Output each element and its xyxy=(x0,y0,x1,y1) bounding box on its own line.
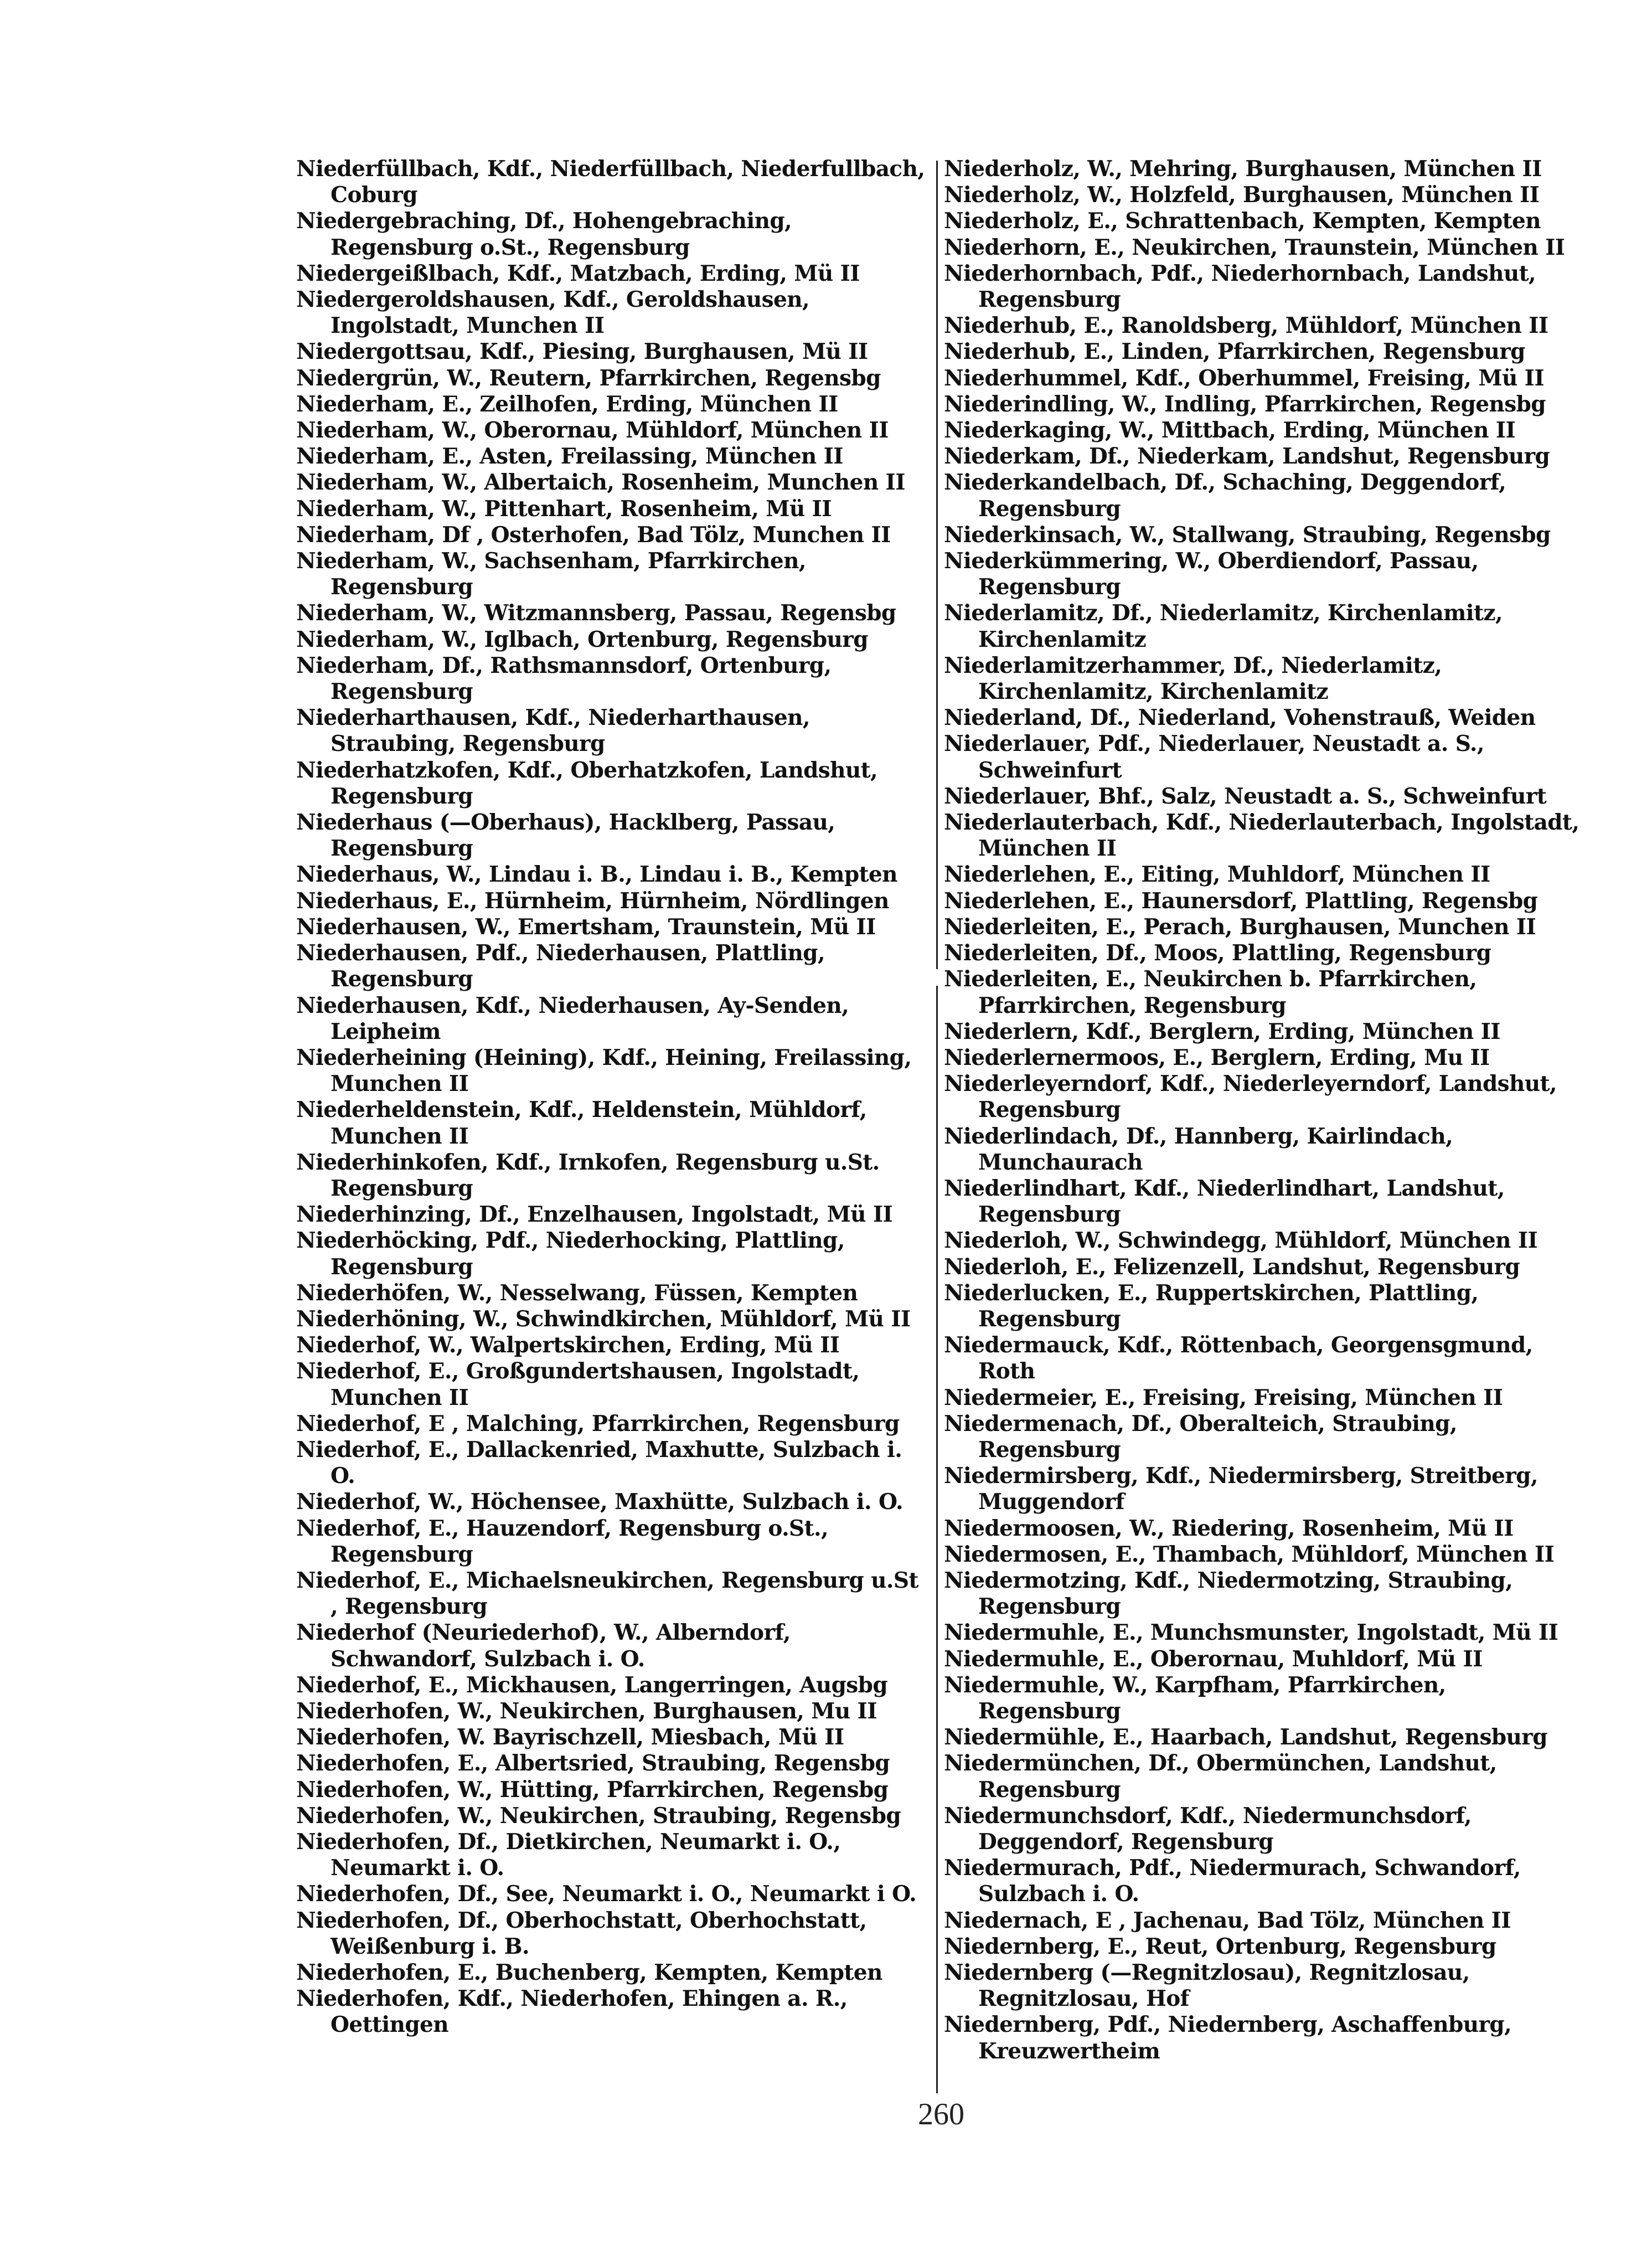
place-entry: Niederham, W., Pittenhart, Rosenheim, Mü II xyxy=(296,496,832,522)
place-entry: Niederham, Df., Rathsmannsdorf, Ortenburg, Regensburg xyxy=(296,652,832,705)
place-entry: Niederhinkofen, Kdf., Irnkofen, Regensburg u.St. Regensburg xyxy=(296,1149,880,1201)
place-entry: Niedernberg, E., Reut, Ortenburg, Regensburg xyxy=(944,1933,1496,1959)
place-entry: Niederham, W., Albertaich, Rosenheim, Munchen II xyxy=(296,470,905,496)
place-entry: Niederleyerndorf, Kdf., Niederleyerndorf, Landshut, Regensburg xyxy=(944,1071,1557,1123)
place-entry: Niedermunchsdorf, Kdf., Niedermunchsdorf, Deggendorf, Regensburg xyxy=(944,1803,1472,1855)
place-entry: Niedergottsau, Kdf., Piesing, Burghausen, Mü II xyxy=(296,339,868,365)
place-entry: Niederhorn, E., Neukirchen, Traunstein, München II xyxy=(944,234,1565,260)
place-entry: Niederham, E., Asten, Freilassing, München II xyxy=(296,444,843,470)
right-column xyxy=(944,156,1586,2065)
place-entry: Niederhaus (—Oberhaus), Hacklberg, Passau, Regensburg xyxy=(296,810,835,862)
place-entry: Niederham, W., Iglbach, Ortenburg, Regensburg xyxy=(296,626,868,652)
place-entry: Niederlamitz, Df., Niederlamitz, Kirchenlamitz, Kirchenlamitz xyxy=(944,600,1503,652)
place-entry: Niederham, W., Witzmannsberg, Passau, Regensbg xyxy=(296,600,896,626)
place-entry: Niederkam, Df., Niederkam, Landshut, Regensburg xyxy=(944,444,1550,470)
place-entry: Niederlucken, E., Ruppertskirchen, Plattling, Regensburg xyxy=(944,1280,1479,1332)
page-number: 260 xyxy=(918,2097,964,2132)
place-entry: Niederhöfen, W., Nesselwang, Füssen, Kempten xyxy=(296,1280,858,1306)
place-entry: Niederhöning, W., Schwindkirchen, Mühldorf, Mü II xyxy=(296,1306,911,1332)
place-entry: Niedergrün, W., Reutern, Pfarrkirchen, Regensbg xyxy=(296,365,881,391)
place-entry: Niedermuhle, E., Oberornau, Muhldorf, Mü II xyxy=(944,1646,1483,1672)
place-entry: Niederhofen, Df., Dietkirchen, Neumarkt i. O., Neumarkt i. O. xyxy=(296,1829,841,1881)
place-entry: Niederhofen, E., Albertsried, Straubing, Regensbg xyxy=(296,1751,890,1777)
place-entry: Niedernberg (—Regnitzlosau), Regnitzlosau, Regnitzlosau, Hof xyxy=(944,1960,1470,2012)
place-entry: Niedermauck, Kdf., Röttenbach, Georgensgmund, Roth xyxy=(944,1332,1533,1384)
column-divider xyxy=(936,161,938,969)
place-entry: Niederindling, W., Indling, Pfarrkirchen, Regensbg xyxy=(944,391,1546,417)
place-entry: Niederleiten, E., Neukirchen b. Pfarrkirchen, Pfarrkirchen, Regensburg xyxy=(944,966,1477,1018)
place-entry: Niederhof, E., Mickhausen, Langerringen, Augsbg xyxy=(296,1672,887,1698)
place-entry: Niederhof, E., Hauzendorf, Regensburg o.St., Regensburg xyxy=(296,1515,828,1567)
place-entry: Niederhofen, Df., Oberhochstatt, Oberhochstatt, Weißenburg i. B. xyxy=(296,1907,867,1959)
place-entry: Niedermuhle, W., Karpfham, Pfarrkirchen, Regensburg xyxy=(944,1672,1446,1724)
place-entry: Niedermenach, Df., Oberalteich, Straubing, Regensburg xyxy=(944,1410,1457,1463)
place-entry: Niederheining (Heining), Kdf., Heining, Freilassing, Munchen II xyxy=(296,1044,912,1097)
place-entry: Niederloh, E., Felizenzell, Landshut, Regensburg xyxy=(944,1254,1520,1280)
place-entry: Niederham, W., Sachsenham, Pfarrkirchen, Regensburg xyxy=(296,548,806,600)
place-entry: Niederhof, E., Dallackenried, Maxhutte, Sulzbach i. O. xyxy=(296,1437,902,1489)
place-entry: Niederlehen, E., Eiting, Muhldorf, München II xyxy=(944,862,1490,888)
place-entry: Niederlern, Kdf., Berglern, Erding, München II xyxy=(944,1018,1500,1044)
place-entry: Niederhausen, Pdf., Niederhausen, Plattling, Regensburg xyxy=(296,940,825,992)
place-entry: Niederheldenstein, Kdf., Heldenstein, Mühldorf, Munchen II xyxy=(296,1097,867,1149)
left-column xyxy=(296,156,932,2038)
place-entry: Niederhofen, Df., See, Neumarkt i. O., Neumarkt i O. xyxy=(296,1881,917,1907)
place-entry: Niederhofen, E., Buchenberg, Kempten, Kempten xyxy=(296,1960,882,1986)
place-entry: Niederhofen, W. Bayrischzell, Miesbach, Mü II xyxy=(296,1724,844,1751)
place-entry: Niederloh, W., Schwindegg, Mühldorf, München II xyxy=(944,1228,1538,1254)
place-entry: Niedernberg, Pdf., Niedernberg, Aschaffenburg, Kreuzwertheim xyxy=(944,2012,1512,2064)
place-entry: Niederlauterbach, Kdf., Niederlauterbach, Ingolstadt, München II xyxy=(944,810,1579,862)
place-entry: Niederhornbach, Pdf., Niederhornbach, Landshut, Regensburg xyxy=(944,260,1536,313)
place-entry: Niedermurach, Pdf., Niedermurach, Schwandorf, Sulzbach i. O. xyxy=(944,1855,1521,1907)
place-entry: Niederhofen, Kdf., Niederhofen, Ehingen a. R., Oettingen xyxy=(296,1986,848,2038)
place-entry: Niederlamitzerhammer, Df., Niederlamitz, Kirchenlamitz, Kirchenlamitz xyxy=(944,652,1442,705)
place-entry: Niederlauer, Pdf., Niederlauer, Neustadt a. S., Schweinfurt xyxy=(944,731,1484,783)
place-entry: Niedermeier, E., Freising, Freising, München II xyxy=(944,1384,1503,1410)
place-entry: Niederhaus, W., Lindau i. B., Lindau i. B., Kempten xyxy=(296,862,897,888)
place-entry: Niederleiten, E., Perach, Burghausen, Munchen II xyxy=(944,914,1536,940)
place-entry: Niederhofen, W., Neukirchen, Straubing, Regensbg xyxy=(296,1803,901,1829)
place-entry: Niederfüllbach, Kdf., Niederfüllbach, Niederfullbach, Coburg xyxy=(296,156,925,208)
place-entry: Niederhof (Neuriederhof), W., Alberndorf, Schwandorf, Sulzbach i. O. xyxy=(296,1620,791,1672)
column-divider-lower xyxy=(936,986,938,2093)
place-entry: Niederhaus, E., Hürnheim, Hürnheim, Nördlingen xyxy=(296,888,889,914)
place-entry: Niederholz, W., Holzfeld, Burghausen, München II xyxy=(944,182,1540,208)
place-entry: Niederham, E., Zeilhofen, Erding, München II xyxy=(296,391,838,417)
place-entry: Niedernach, E , Jachenau, Bad Tölz, München II xyxy=(944,1907,1511,1933)
place-entry: Niederhatzkofen, Kdf., Oberhatzkofen, Landshut, Regensburg xyxy=(296,757,878,809)
place-entry: Niederhinzing, Df., Enzelhausen, Ingolstadt, Mü II xyxy=(296,1202,893,1228)
place-entry: Niederham, W., Oberornau, Mühldorf, München II xyxy=(296,418,889,444)
place-entry: Niedermotzing, Kdf., Niedermotzing, Straubing, Regensburg xyxy=(944,1567,1513,1620)
place-entry: Niederhausen, W., Emertsham, Traunstein, Mü II xyxy=(296,914,876,940)
place-entry: Niederhof, W., Walpertskirchen, Erding, Mü II xyxy=(296,1332,840,1358)
place-entry: Niederkümmering, W., Oberdiendorf, Passau, Regensburg xyxy=(944,548,1479,600)
place-entry: Niederlindach, Df., Hannberg, Kairlindach, Munchaurach xyxy=(944,1123,1453,1175)
place-entry: Niederland, Df., Niederland, Vohenstrauß, Weiden xyxy=(944,705,1536,731)
place-entry: Niederhof, E., Großgundertshausen, Ingolstadt, Munchen II xyxy=(296,1358,860,1410)
place-entry: Niederlauer, Bhf., Salz, Neustadt a. S., Schweinfurt xyxy=(944,783,1547,809)
place-entry: Niederham, Df , Osterhofen, Bad Tölz, Munchen II xyxy=(296,522,891,548)
place-entry: Niederhub, E., Linden, Pfarrkirchen, Regensburg xyxy=(944,339,1525,365)
place-entry: Niederhub, E., Ranoldsberg, Mühldorf, München II xyxy=(944,313,1548,339)
place-entry: Niederkaging, W., Mittbach, Erding, München II xyxy=(944,418,1516,444)
place-entry: Niedergebraching, Df., Hohengebraching, Regensburg o.St., Regensburg xyxy=(296,208,792,260)
place-entry: Niedergeroldshausen, Kdf., Geroldshausen, Ingolstadt, Munchen II xyxy=(296,287,809,339)
place-entry: Niederhummel, Kdf., Oberhummel, Freising, Mü II xyxy=(944,365,1544,391)
place-entry: Niederkandelbach, Df., Schaching, Deggendorf, Regensburg xyxy=(944,470,1506,522)
place-entry: Niederkinsach, W., Stallwang, Straubing, Regensbg xyxy=(944,522,1551,548)
place-entry: Niederhausen, Kdf., Niederhausen, Ay-Senden, Leipheim xyxy=(296,992,849,1044)
place-entry: Niedermosen, E., Thambach, Mühldorf, München II xyxy=(944,1541,1555,1567)
place-entry: Niedermoosen, W., Riedering, Rosenheim, Mü II xyxy=(944,1515,1514,1541)
place-entry: Niedergeißlbach, Kdf., Matzbach, Erding, Mü II xyxy=(296,260,860,286)
place-entry: Niedermirsberg, Kdf., Niedermirsberg, Streitberg, Muggendorf xyxy=(944,1463,1538,1515)
place-entry: Niederhof, E., Michaelsneukirchen, Regensburg u.St , Regensburg xyxy=(296,1567,918,1620)
place-entry: Niederhofen, W., Hütting, Pfarrkirchen, Regensbg xyxy=(296,1777,889,1803)
place-entry: Niederholz, W., Mehring, Burghausen, München II xyxy=(944,156,1542,182)
place-entry: Niederhöcking, Pdf., Niederhocking, Plattling, Regensburg xyxy=(296,1228,845,1280)
place-entry: Niedermünchen, Df., Obermünchen, Landshut, Regensburg xyxy=(944,1751,1497,1803)
place-entry: Niederholz, E., Schrattenbach, Kempten, Kempten xyxy=(944,208,1541,234)
place-entry: Niederlernermoos, E., Berglern, Erding, Mu II xyxy=(944,1044,1490,1070)
place-entry: Niederleiten, Df., Moos, Plattling, Regensburg xyxy=(944,940,1491,966)
place-entry: Niederharthausen, Kdf., Niederharthausen, Straubing, Regensburg xyxy=(296,705,810,757)
place-entry: Niederlehen, E., Haunersdorf, Plattling, Regensbg xyxy=(944,888,1538,914)
place-entry: Niedermuhle, E., Munchsmunster, Ingolstadt, Mü II xyxy=(944,1620,1558,1646)
place-entry: Niederhofen, W., Neukirchen, Burghausen, Mu II xyxy=(296,1698,877,1724)
place-entry: Niederlindhart, Kdf., Niederlindhart, Landshut, Regensburg xyxy=(944,1175,1505,1228)
place-entry: Niederhof, W., Höchensee, Maxhütte, Sulzbach i. O. xyxy=(296,1489,904,1515)
place-entry: Niedermühle, E., Haarbach, Landshut, Regensburg xyxy=(944,1724,1547,1751)
place-entry: Niederhof, E , Malching, Pfarrkirchen, Regensburg xyxy=(296,1410,900,1437)
